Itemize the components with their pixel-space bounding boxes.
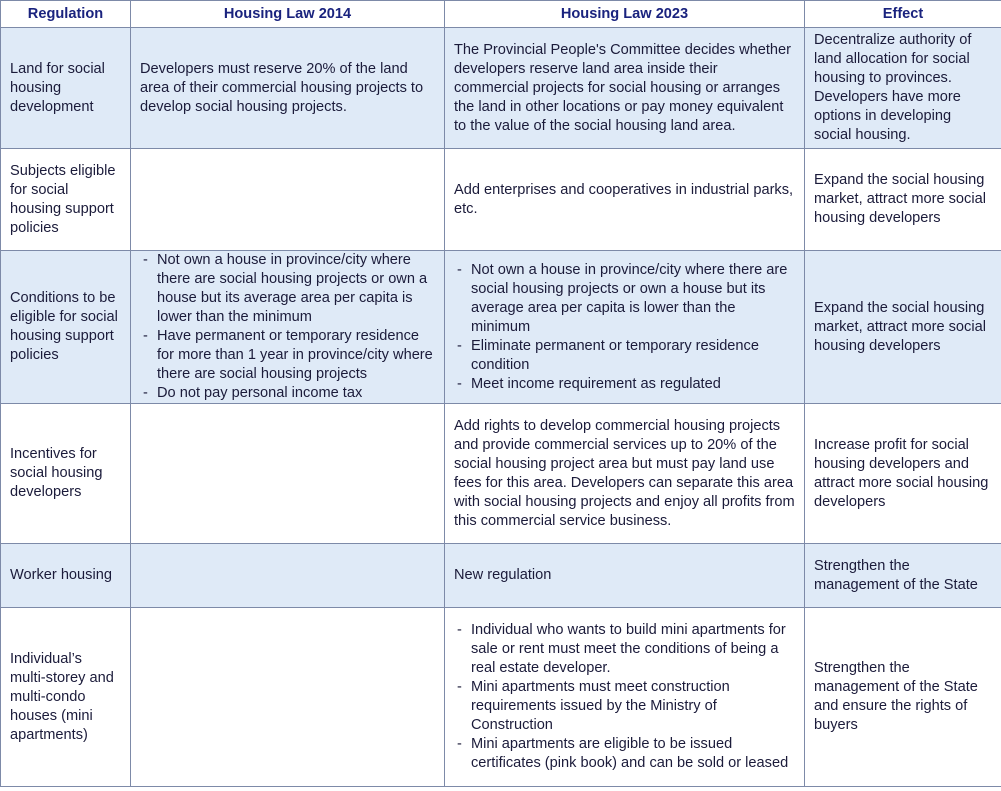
law-2023-list [454, 621, 795, 773]
list-item: - Not own a house in province/city where there are social housing projects or own a house but its average area per capita is lower than the minimum [454, 261, 795, 337]
effect-cell: Expand the social housing market, attract more social housing developers [805, 251, 1001, 404]
effect-cell: Decentralize authority of land allocation for social housing to provinces. Developers have more options in developing social housing. [805, 28, 1001, 149]
header-regulation: Regulation [1, 1, 131, 28]
law-2023-cell: New regulation [445, 544, 805, 608]
table-row [1, 544, 1001, 608]
table-row [1, 608, 1001, 787]
law-2023-cell [445, 251, 805, 404]
table-row [1, 149, 1001, 251]
header-row [1, 1, 1001, 28]
law-2014-cell [131, 404, 445, 544]
table-row [1, 28, 1001, 149]
regulation-cell: Worker housing [1, 544, 131, 608]
law-2014-cell [131, 608, 445, 787]
table-row [1, 251, 1001, 404]
regulation-cell: Conditions to be eligible for social housing support policies [1, 251, 131, 404]
regulation-cell: Subjects eligible for social housing support policies [1, 149, 131, 251]
law-2023-cell: Add enterprises and cooperatives in industrial parks, etc. [445, 149, 805, 251]
effect-cell: Strengthen the management of the State and ensure the rights of buyers [805, 608, 1001, 787]
list-item: - Individual who wants to build mini apartments for sale or rent must meet the conditions of being a real estate developer. [454, 621, 795, 678]
header-housing-law-2014: Housing Law 2014 [131, 1, 445, 28]
law-2023-list [454, 261, 795, 394]
list-item: - Eliminate permanent or temporary residence condition [454, 337, 795, 375]
law-2023-cell [445, 608, 805, 787]
law-2014-list [140, 251, 435, 403]
list-item: - Mini apartments must meet construction requirements issued by the Ministry of Construction [454, 678, 795, 735]
regulation-cell: Incentives for social housing developers [1, 404, 131, 544]
law-2023-cell: Add rights to develop commercial housing projects and provide commercial services up to 20% of the social housing project area but must pay land use fees for this area. Developers can separate this area with social housing projects and enjoy all profits from this commercial service business. [445, 404, 805, 544]
law-2014-cell: Developers must reserve 20% of the land area of their commercial housing projects to develop social housing projects. [131, 28, 445, 149]
law-2014-cell [131, 251, 445, 404]
header-effect: Effect [805, 1, 1001, 28]
effect-cell: Increase profit for social housing developers and attract more social housing developers [805, 404, 1001, 544]
regulation-cell: Individual’s multi-storey and multi-condo houses (mini apartments) [1, 608, 131, 787]
table-row [1, 404, 1001, 544]
law-2014-cell [131, 544, 445, 608]
header-housing-law-2023: Housing Law 2023 [445, 1, 805, 28]
effect-cell: Expand the social housing market, attract more social housing developers [805, 149, 1001, 251]
list-item: - Mini apartments are eligible to be issued certificates (pink book) and can be sold or leased [454, 735, 795, 773]
list-item: - Do not pay personal income tax [140, 384, 435, 403]
list-item: - Have permanent or temporary residence for more than 1 year in province/city where there are social housing projects [140, 327, 435, 384]
law-2023-cell: The Provincial People's Committee decides whether developers reserve land area inside their commercial projects for social housing or arranges the land in other locations or pay money equivalent to the value of the social housing land area. [445, 28, 805, 149]
law-2014-cell [131, 149, 445, 251]
list-item: - Meet income requirement as regulated [454, 375, 795, 394]
list-item: - Not own a house in province/city where there are social housing projects or own a house but its average area per capita is lower than the minimum [140, 251, 435, 327]
effect-cell: Strengthen the management of the State [805, 544, 1001, 608]
regulation-cell: Land for social housing development [1, 28, 131, 149]
